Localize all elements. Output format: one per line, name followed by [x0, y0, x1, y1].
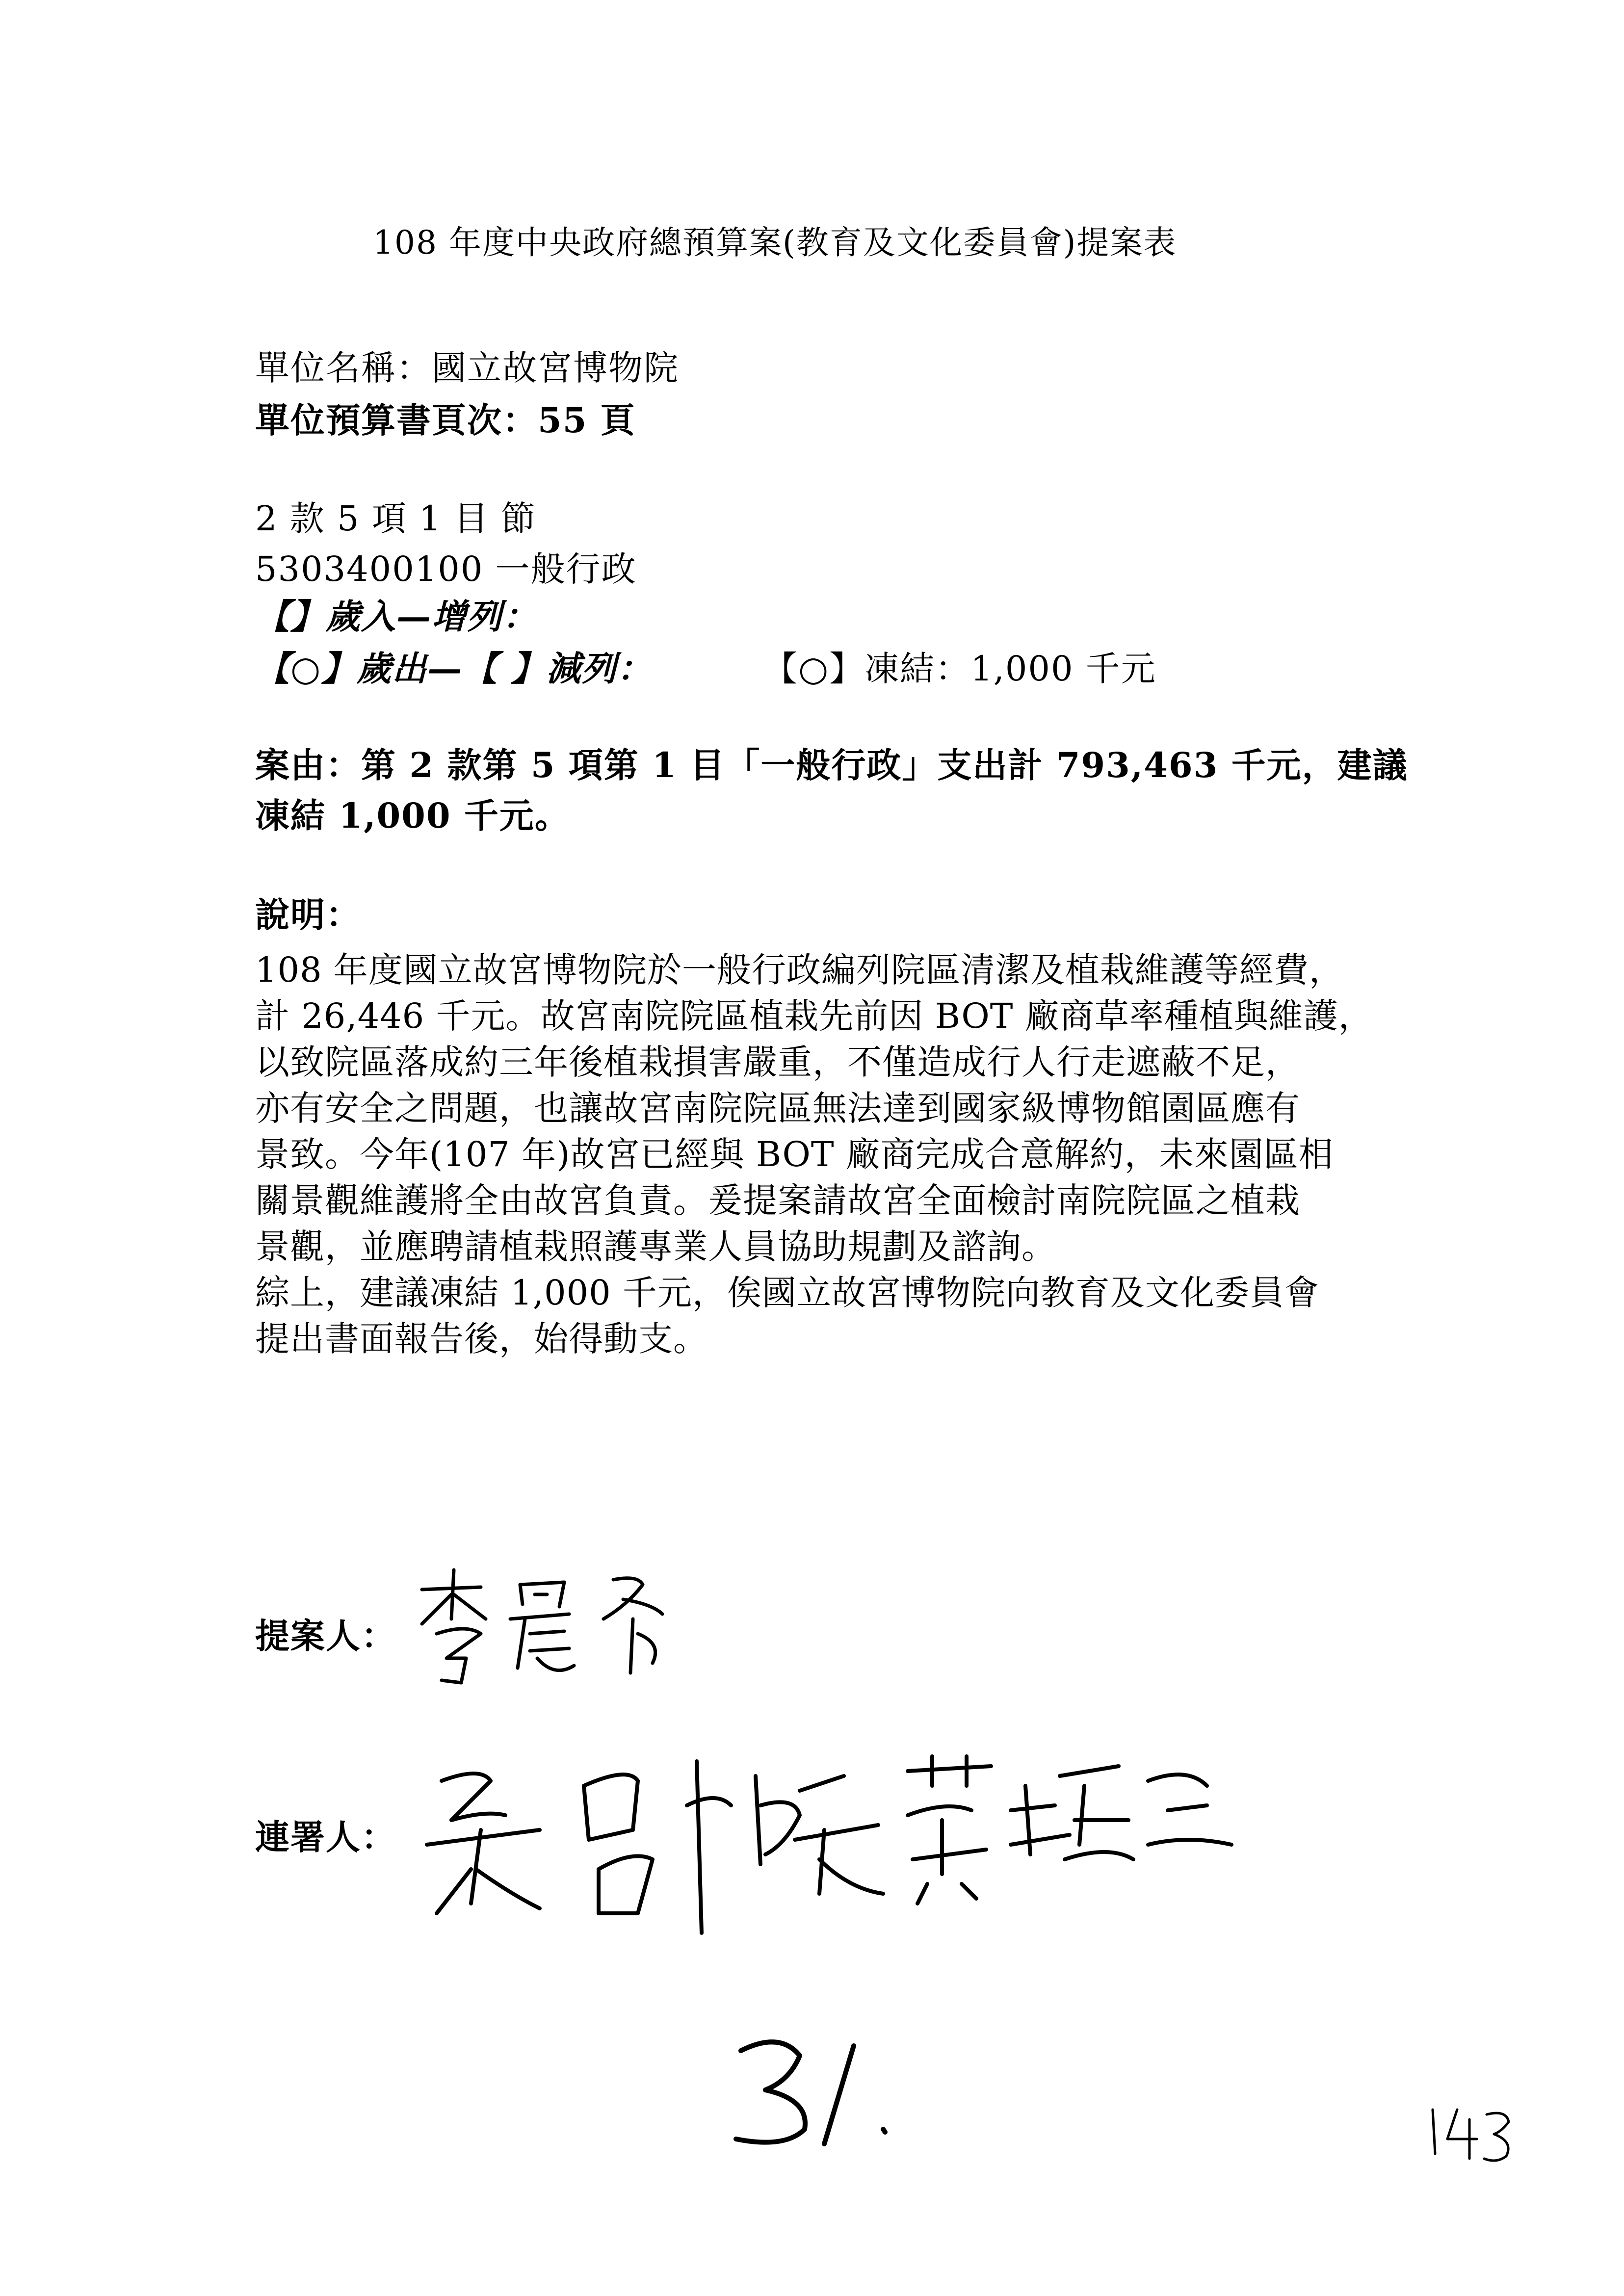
- revenue-increase-line: 【】歲入—增列：: [255, 596, 538, 637]
- explanation-line: 計 26,446 千元。故宮南院院區植栽先前因 BOT 廠商草率種植與維護，: [255, 996, 1373, 1036]
- case-reason-line-1: 案由：第 2 款第 5 項第 1 目「一般行政」支出計 793,463 千元，建議: [255, 745, 1408, 785]
- case-reason-line-2: 凍結 1,000 千元。: [255, 795, 570, 836]
- explanation-line: 景觀，並應聘請植栽照護專業人員協助規劃及諮詢。: [255, 1226, 1056, 1267]
- cosigner-label: 連署人：: [255, 1817, 396, 1857]
- explanation-heading: 說明：: [255, 894, 361, 935]
- proposer-label: 提案人：: [255, 1616, 396, 1656]
- explanation-line: 以致院區落成約三年後植栽損害嚴重，不僅造成行人行走遮蔽不足，: [255, 1042, 1300, 1082]
- explanation-line: 景致。今年(107 年)故宮已經與 BOT 廠商完成合意解約，未來園區相: [255, 1134, 1334, 1174]
- freeze-amount-line: 【○】凍結：1,000 千元: [763, 649, 1156, 689]
- proposer-signature: [407, 1560, 711, 1688]
- explanation-line: 綜上，建議凍結 1,000 千元，俟國立故宮博物院向教育及文化委員會: [255, 1273, 1319, 1313]
- handwritten-number: [726, 2026, 903, 2154]
- handwritten-page-number: [1423, 2100, 1521, 2168]
- budget-page-reference: 單位預算書頁次：55 頁: [255, 400, 636, 441]
- explanation-line: 108 年度國立故宮博物院於一般行政編列院區清潔及植栽維護等經費，: [255, 950, 1344, 990]
- expenditure-decrease-line: 【○】歲出—【 】減列：: [255, 648, 653, 689]
- explanation-line: 提出書面報告後，始得動支。: [255, 1319, 708, 1359]
- explanation-body: [255, 947, 1442, 1362]
- form-title: 108 年度中央政府總預算案(教育及文化委員會)提案表: [373, 224, 1177, 261]
- cosigner-signatures: [422, 1747, 1256, 2011]
- explanation-line: 亦有安全之問題，也讓故宮南院院區無法達到國家級博物館園區應有: [255, 1088, 1300, 1128]
- unit-name: 單位名稱：國立故宮博物院: [255, 348, 679, 388]
- budget-code-line: 5303400100 一般行政: [255, 549, 637, 589]
- explanation-line: 關景觀維護將全由故宮負責。爰提案請故宮全面檢討南院院區之植栽: [255, 1180, 1300, 1221]
- budget-section: 2 款 5 項 1 目 節: [255, 498, 537, 539]
